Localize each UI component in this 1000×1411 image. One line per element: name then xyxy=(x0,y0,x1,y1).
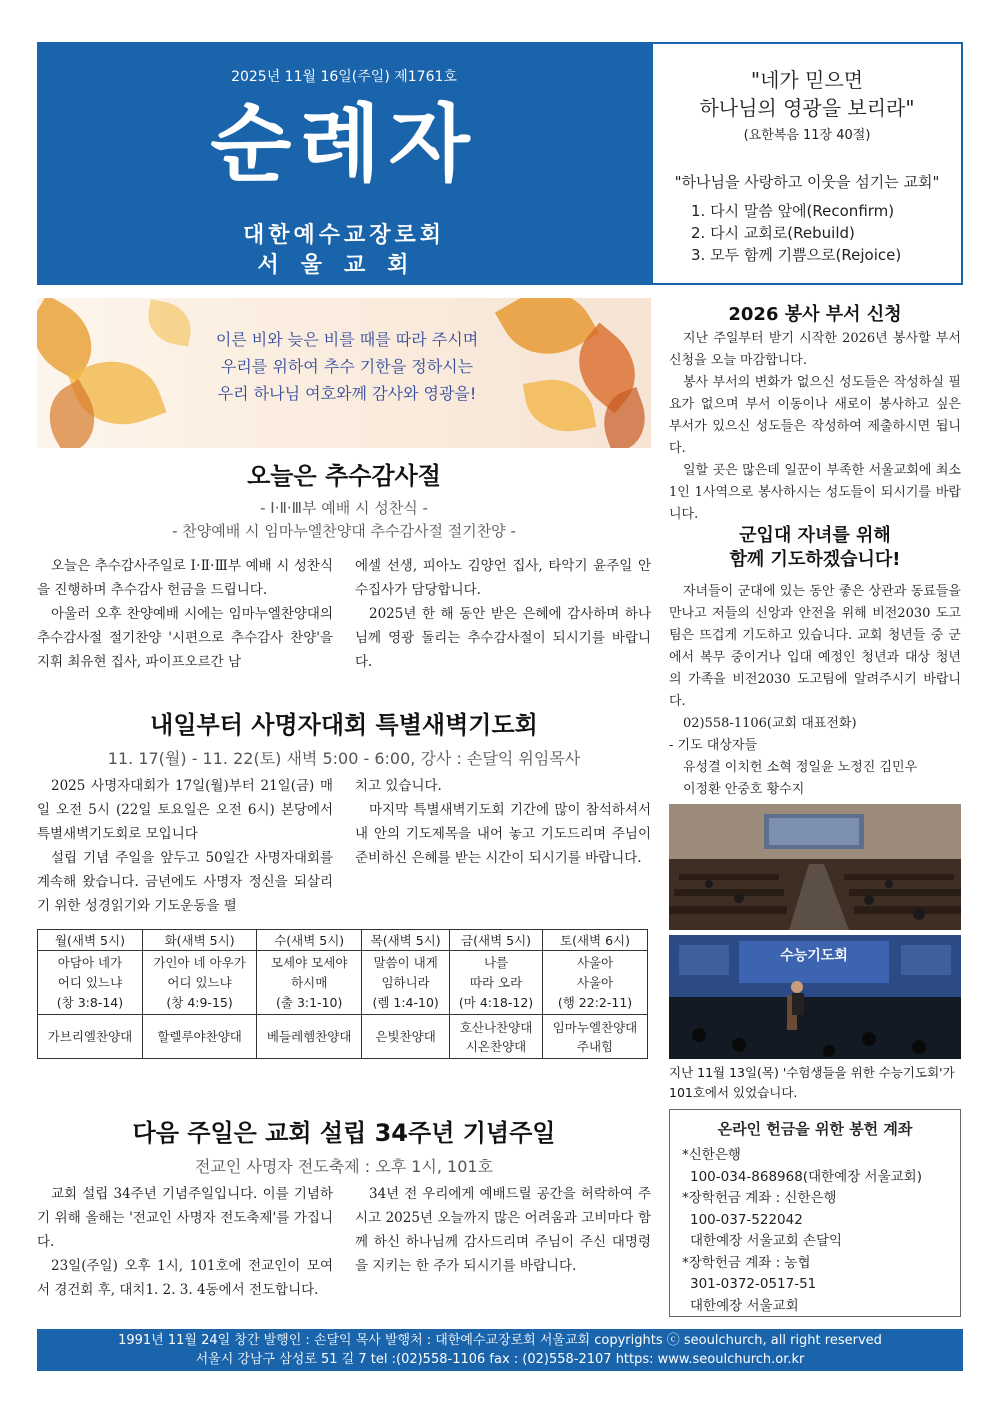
paragraph: 2025 사명자대회가 17일(월)부터 21일(금) 매일 오전 5시 (22일 토요일은 오전 6시) 본당에서 특별새벽기도회로 모입니다 xyxy=(37,778,333,842)
exam-prayer-photo xyxy=(669,935,961,1059)
account-line: 100-037-522042 xyxy=(690,1211,803,1228)
paragraph: 오늘은 추수감사주일로 Ⅰ·Ⅱ·Ⅲ부 예배 시 성찬식을 진행하며 추수감사 헌금을 드립니다. xyxy=(37,558,333,598)
table-header-cell: 수(새벽 5시) xyxy=(257,930,362,951)
paragraph: 설립 기념 주일을 앞두고 50일간 사명자대회를 계속해 왔습니다. 금년에도 사명자 정신을 되살리기 위한 성경읽기와 기도운동을 펼 xyxy=(37,850,333,914)
article-column-right xyxy=(355,1182,651,1278)
table-header-cell: 목(새벽 5시) xyxy=(362,930,450,951)
sanctuary-photo-drawing xyxy=(669,804,961,930)
goal-item: 1. 다시 말씀 앞에(Reconfirm) xyxy=(691,202,895,220)
sanctuary-photo xyxy=(669,804,961,930)
phone-number: 02)558-1106(교회 대표전화) xyxy=(683,716,857,731)
goal-item: 2. 다시 교회로(Rebuild) xyxy=(691,224,855,242)
article-dawn-prayer-title: 내일부터 사명자대회 특별새벽기도회 xyxy=(150,711,538,739)
banner-line: 우리 하나님 여호와께 감사와 영광을! xyxy=(217,384,477,403)
targets-line: 이정환 안중호 황수지 xyxy=(683,782,805,797)
church-branch: 서울교회 xyxy=(257,253,431,278)
sermon-title: 가인아 네 아우가 xyxy=(153,954,246,970)
article-thanksgiving-subtitle-1: - Ⅰ·Ⅱ·Ⅲ부 예배 시 성찬식 - xyxy=(260,499,428,517)
photo-caption xyxy=(669,1063,965,1103)
paragraph: 2025년 한 해 동안 받은 은혜에 감사하며 하나님께 영광 돌리는 추수감사절이 되시기를 바랍니다. xyxy=(355,606,651,670)
article-anniversary-subtitle: 전교인 사명자 전도축제 : 오후 1시, 101호 xyxy=(194,1157,494,1176)
account-line: *장학헌금 계좌 : 신한은행 xyxy=(682,1190,837,1206)
choir-name: 할렐루야찬양대 xyxy=(157,1029,242,1044)
choir-name: 호산나찬양대 xyxy=(459,1019,533,1035)
article-anniversary-title: 다음 주일은 교회 설립 34주년 기념주일 xyxy=(132,1119,556,1147)
account-line: 대한예장 서울교회 xyxy=(690,1297,799,1314)
sermon-title: 임하니라 xyxy=(381,974,430,990)
paragraph: 치고 있습니다. xyxy=(355,778,442,794)
verse-reference: (요한복음 11장 40절) xyxy=(743,128,871,143)
service-signup-body xyxy=(669,328,961,526)
paragraph: 34년 전 우리에게 예배드릴 공간을 허락하여 주시고 2025년 오늘까지 많은 어려움과 고비마다 함께 하신 하나님께 감사드리며 주님이 주신 대명령을 지키는 한 주가 되시기를 바랍니다. xyxy=(355,1186,651,1274)
article-column-left xyxy=(37,774,333,918)
account-title: 온라인 헌금을 위한 봉헌 계좌 xyxy=(717,1120,913,1138)
article-thanksgiving-title: 오늘은 추수감사절 xyxy=(247,462,441,490)
title-line: 함께 기도하겠습니다! xyxy=(729,549,901,570)
sermon-title: 하시매 xyxy=(291,974,328,990)
choir-name: 가브리엘찬양대 xyxy=(47,1029,133,1044)
verse-line-1: "네가 믿으면 xyxy=(750,68,864,92)
article-column-right xyxy=(355,774,651,870)
photo-banner-text: 수능기도회 xyxy=(780,948,848,964)
sermon-title: 나를 xyxy=(483,954,509,970)
choir-name: 주내힘 xyxy=(576,1038,614,1054)
scripture-ref: (출 3:1-10) xyxy=(276,994,343,1010)
paragraph: 마지막 특별새벽기도회 기간에 많이 참석하셔서 내 안의 기도제목을 내어 놓고 기도드리며 주님이 준비하신 은혜를 받는 시간이 되시기를 바랍니다. xyxy=(355,802,651,866)
choir-name: 임마누엘찬양대 xyxy=(552,1019,638,1035)
article-column-left xyxy=(37,1182,333,1302)
table-header-cell: 금(새벽 5시) xyxy=(450,930,543,951)
dawn-prayer-schedule-table xyxy=(37,929,648,1059)
paragraph: 교회 설립 34주년 기념주일입니다. 이를 기념하기 위해 올해는 '전교인 사명자 전도축제'를 가집니다. xyxy=(37,1186,333,1250)
motto-box xyxy=(651,42,963,285)
title-line: 군입대 자녀를 위해 xyxy=(739,525,891,546)
paragraph: 봉사 부서의 변화가 없으신 성도들은 작성하실 필요가 없으며 부서 이동이나 새로이 봉사하고 싶은 부서가 있으신 성도들은 작성하여 제출하시면 됩니다. xyxy=(669,375,961,456)
footer-publisher-line: 1991년 11월 24일 창간 발행인 : 손달익 목사 발행처 : 대한예수교장로회 서울교회 copyrights ⓒ seoulchurch, all right reserved xyxy=(118,1333,882,1348)
banner-line: 우리를 위하여 추수 기한을 정하시는 xyxy=(220,357,474,376)
table-header-cell: 토(새벽 6시) xyxy=(543,930,648,951)
scripture-ref: (마 4:18-12) xyxy=(458,994,534,1010)
table-cell xyxy=(362,1015,450,1059)
banner-line: 이른 비와 늦은 비를 때를 따라 주시며 xyxy=(215,330,479,349)
paragraph: 일할 곳은 많은데 일꾼이 부족한 서울교회에 최소 1인 1사역으로 봉사하시는 성도들이 되시기를 바랍니다. xyxy=(669,463,961,522)
leaf-decoration xyxy=(144,299,195,346)
banner-verse xyxy=(197,326,497,407)
sermon-title: 모세야 모세야 xyxy=(270,954,348,970)
sermon-title: 아담아 네가 xyxy=(57,954,123,970)
paragraph: 아울러 오후 찬양예배 시에는 임마누엘찬양대의 추수감사절 절기찬양 '시편으로 추수감사 찬양'을 지휘 최유현 집사, 파이프오르간 남 xyxy=(37,606,333,670)
offering-account-box xyxy=(669,1109,961,1317)
table-cell xyxy=(38,1015,143,1059)
table-cell xyxy=(38,951,143,1015)
table-row xyxy=(38,951,648,1015)
account-line: 대한예장 서울교회 손달익 xyxy=(690,1233,843,1249)
choir-name: 은빛찬양대 xyxy=(375,1029,436,1044)
goals-list xyxy=(691,200,961,266)
scripture-ref: (행 22:2-11) xyxy=(557,994,633,1010)
account-line: *신한은행 xyxy=(682,1147,741,1163)
sermon-title: 어디 있느냐 xyxy=(57,974,123,990)
church-name: 대한예수교장로회 xyxy=(242,223,446,248)
targets-line: 유성결 이치헌 소혁 정일윤 노정진 김민우 xyxy=(683,760,918,775)
choir-name: 베들레헴찬양대 xyxy=(266,1029,352,1044)
targets-label: - 기도 대상자들 xyxy=(669,738,758,753)
account-line: *장학헌금 계좌 : 농협 xyxy=(682,1254,811,1271)
sermon-title: 말씀이 내게 xyxy=(373,954,438,970)
account-line: 100-034-868968(대한예장 서울교회) xyxy=(690,1168,922,1185)
military-prayer-title xyxy=(669,524,961,572)
masthead xyxy=(37,42,651,285)
service-signup-title: 2026 봉사 부서 신청 xyxy=(728,304,902,325)
church-vision: "하나님을 사랑하고 이웃을 섬기는 교회" xyxy=(674,173,940,191)
table-header-cell: 월(새벽 5시) xyxy=(38,930,143,951)
account-list xyxy=(682,1145,960,1317)
scripture-ref: (렘 1:4-10) xyxy=(372,994,439,1010)
table-header-cell: 화(새벽 5시) xyxy=(142,930,256,951)
table-cell xyxy=(257,951,362,1015)
table-row xyxy=(38,1015,648,1059)
footer xyxy=(37,1329,963,1371)
scripture-ref: (창 3:8-14) xyxy=(56,994,124,1010)
sermon-title: 사울아 xyxy=(576,974,614,990)
autumn-banner xyxy=(37,298,651,448)
issue-line: 2025년 11월 16일(주일) 제1761호 xyxy=(231,69,457,85)
table-cell xyxy=(257,1015,362,1059)
military-prayer-body xyxy=(669,581,961,801)
footer-contact-line: 서울시 강남구 삼성로 51 길 7 tel :(02)558-1106 fax : (02)558-2107 https: www.seoulchurch.or.kr xyxy=(195,1352,805,1367)
scripture-ref: (창 4:9-15) xyxy=(166,994,233,1010)
sermon-title: 어디 있느냐 xyxy=(167,974,232,990)
article-column-right xyxy=(355,554,651,674)
paragraph: 에셀 선생, 피아노 김양언 집사, 타악기 윤주일 안수집사가 담당합니다. xyxy=(355,558,651,598)
paragraph: 자녀들이 군대에 있는 동안 좋은 상관과 동료들을 만나고 저들의 신앙과 안전을 위해 비전2030 도고팀은 뜨겁게 기도하고 있습니다. 교회 청년들 중 군에서 복무 중이거나 입대 예정인 청년과 대상 청년의 가족을 비전2030 도고팀에 알려주시기 바랍니다. xyxy=(669,584,961,709)
table-cell xyxy=(142,1015,256,1059)
paragraph: 지난 주일부터 받기 시작한 2026년 봉사할 부서 신청을 오늘 마감합니다. xyxy=(669,331,961,368)
goal-item: 3. 모두 함께 기쁨으로(Rejoice) xyxy=(691,246,902,264)
table-cell xyxy=(450,1015,543,1059)
caption-line: 지난 11월 13일(목) '수험생들을 위한 수능기도회'가 xyxy=(669,1065,955,1080)
table-cell xyxy=(543,951,648,1015)
article-thanksgiving-subtitle-2: - 찬양예배 시 임마누엘찬양대 추수감사절 절기찬양 - xyxy=(172,522,516,540)
table-cell xyxy=(142,951,256,1015)
sermon-title: 사울아 xyxy=(576,954,614,970)
paragraph: 23일(주일) 오후 1시, 101호에 전교인이 모여서 경건회 후, 대치1. 2. 3. 4동에서 전도합니다. xyxy=(37,1258,333,1298)
caption-line: 101호에서 있었습니다. xyxy=(669,1085,798,1100)
table-cell xyxy=(450,951,543,1015)
paper-title: 순례자 xyxy=(210,95,478,193)
article-column-left xyxy=(37,554,333,674)
sermon-title: 따라 오라 xyxy=(469,974,523,990)
choir-name: 시온찬양대 xyxy=(465,1038,527,1054)
table-header-row xyxy=(38,930,648,951)
table-cell xyxy=(543,1015,648,1059)
verse-line-2: 하나님의 영광을 보리라" xyxy=(699,96,915,120)
account-line: 301-0372-0517-51 xyxy=(690,1276,817,1292)
article-dawn-prayer-subtitle: 11. 17(월) - 11. 22(토) 새벽 5:00 - 6:00, 강사 : 손달익 위임목사 xyxy=(107,749,581,768)
table-cell xyxy=(362,951,450,1015)
